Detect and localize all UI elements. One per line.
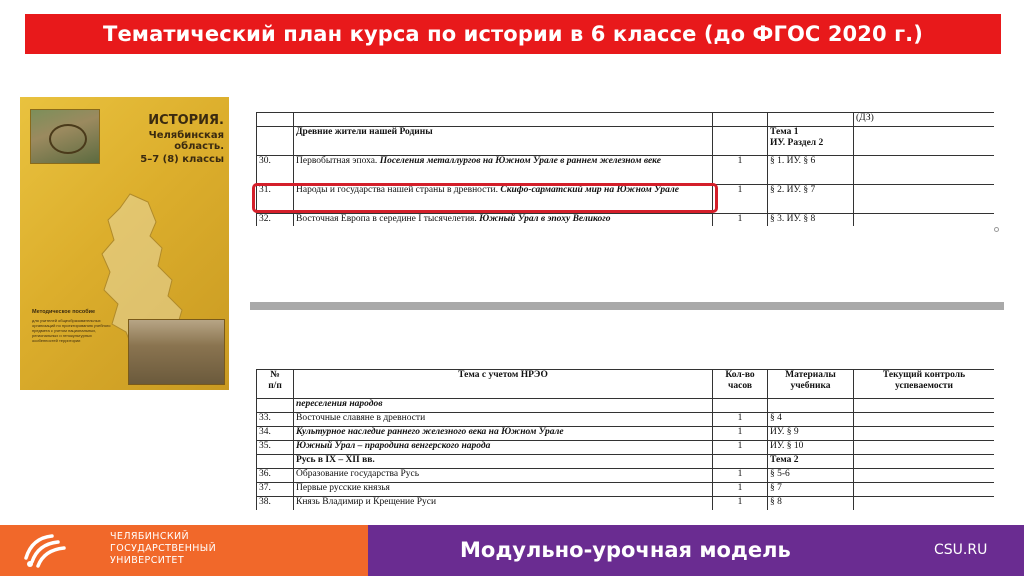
cell-hours — [713, 455, 768, 469]
cell-hours: 1 — [713, 427, 768, 441]
cell-materials: § 3. ИУ. § 8 — [768, 214, 854, 227]
table-row — [257, 399, 995, 413]
cell-control — [854, 497, 995, 511]
cell-topic: Первые русские князья — [294, 483, 713, 497]
cell-hours: 1 — [713, 214, 768, 227]
cell-materials: § 4 — [768, 413, 854, 427]
cell-topic — [294, 156, 713, 185]
cell-materials: § 2. ИУ. § 7 — [768, 185, 854, 214]
book-cover-photo-top — [30, 109, 100, 164]
cell-topic: переселения народов — [294, 399, 713, 413]
table-row — [257, 113, 995, 127]
table-row — [257, 214, 995, 227]
cell-control — [854, 469, 995, 483]
table-row — [257, 413, 995, 427]
cell-number: 37. — [257, 483, 294, 497]
slide-title: Тематический план курса по истории в 6 классе (до ФГОС 2020 г.) — [25, 14, 1001, 54]
cell-number: 36. — [257, 469, 294, 483]
cell-hours — [713, 127, 768, 156]
cell-hours: 1 — [713, 483, 768, 497]
model-caption: Модульно-урочная модель — [460, 538, 791, 562]
cell-topic — [294, 214, 713, 227]
book-title-line2: Челябинская область. — [148, 130, 224, 152]
university-name — [110, 531, 260, 567]
cell-control: (ДЗ) — [854, 113, 995, 127]
cell-number: 33. — [257, 413, 294, 427]
book-title-line3: 5–7 (8) классы — [140, 154, 224, 165]
university-name-line2: ГОСУДАРСТВЕННЫЙ — [110, 543, 217, 554]
cell-number: 32. — [257, 214, 294, 227]
website-link[interactable]: CSU.RU — [934, 542, 988, 558]
cell-number — [257, 399, 294, 413]
cell-number — [257, 127, 294, 156]
cell-topic: Образование государства Русь — [294, 469, 713, 483]
cell-control — [854, 214, 995, 227]
cell-hours: 1 — [713, 156, 768, 185]
cell-materials-theme: Тема 2 — [768, 455, 854, 469]
topic-plain: Народы и государства нашей страны в древности. — [296, 185, 501, 195]
header-control: Текущий контроль успеваемости — [854, 370, 995, 399]
cell-control — [854, 413, 995, 427]
cell-topic: Южный Урал – прародина венгерского народа — [294, 441, 713, 455]
topic-regional: Южный Урал в эпоху Великого — [479, 214, 611, 224]
cell-materials: § 8 — [768, 497, 854, 511]
table-row — [257, 441, 995, 455]
cell-materials: § 7 — [768, 483, 854, 497]
cell-control — [854, 156, 995, 185]
table-row — [257, 497, 995, 511]
resize-handle-icon — [994, 227, 999, 232]
book-description: для учителей общеобразовательных организаций по проектированию учебного предмета с учетом национальных, региональных и этнокультурных особенностей территории — [32, 318, 111, 343]
cell-materials: ИУ. § 10 — [768, 441, 854, 455]
cell-materials-theme: Тема 1 ИУ. Раздел 2 — [768, 127, 854, 156]
lesson-plan-table-bottom — [256, 369, 994, 510]
table-row — [257, 127, 995, 156]
cell-hours: 1 — [713, 413, 768, 427]
cell-control — [854, 427, 995, 441]
cell-hours: 1 — [713, 497, 768, 511]
cell-number — [257, 455, 294, 469]
cell-number: 35. — [257, 441, 294, 455]
header-number: № п/п — [257, 370, 294, 399]
university-name-line1: ЧЕЛЯБИНСКИЙ — [110, 531, 190, 542]
cell-control — [854, 455, 995, 469]
book-title — [112, 113, 224, 165]
table-fragment-bottom — [256, 369, 994, 510]
table-row — [257, 156, 995, 185]
table-row — [257, 469, 995, 483]
cell-topic: Восточные славяне в древности — [294, 413, 713, 427]
highlight-frame — [252, 183, 718, 213]
table-header-row — [257, 370, 995, 399]
table-row — [257, 427, 995, 441]
book-title-line1: ИСТОРИЯ. — [148, 113, 224, 128]
cell-materials: § 1. ИУ. § 6 — [768, 156, 854, 185]
cell-topic: Князь Владимир и Крещение Руси — [294, 497, 713, 511]
cell-control — [854, 127, 995, 156]
book-subtitle: Методическое пособие — [32, 309, 96, 315]
cell-hours — [713, 113, 768, 127]
table-row — [257, 483, 995, 497]
cell-topic: Культурное наследие раннего железного века на Южном Урале — [294, 427, 713, 441]
cell-number: 34. — [257, 427, 294, 441]
cell-hours — [713, 399, 768, 413]
topic-plain: Восточная Европа в середине I тысячелетия. — [296, 214, 480, 224]
cell-control — [854, 483, 995, 497]
cell-control — [854, 441, 995, 455]
cell-topic-section: Русь в IX – XII вв. — [294, 455, 713, 469]
cell-number: 30. — [257, 156, 294, 185]
cell-number: 38. — [257, 497, 294, 511]
cell-topic-section: Древние жители нашей Родины — [294, 127, 713, 156]
university-name-line3: УНИВЕРСИТЕТ — [110, 555, 185, 566]
book-cover-image — [20, 97, 229, 390]
cell-materials: ИУ. § 9 — [768, 427, 854, 441]
header-materials: Материалы учебника — [768, 370, 854, 399]
cell-topic — [294, 113, 713, 127]
cell-number — [257, 113, 294, 127]
page-divider — [250, 302, 1004, 310]
topic-regional: Скифо-сарматский мир на Южном Урале — [500, 185, 679, 195]
cell-materials: § 5-6 — [768, 469, 854, 483]
header-hours: Кол-во часов — [713, 370, 768, 399]
book-cover-photo-bottom — [128, 319, 225, 385]
table-row — [257, 455, 995, 469]
header-topic: Тема с учетом НРЭО — [294, 370, 713, 399]
topic-regional: Поселения металлургов на Южном Урале в раннем железном веке — [379, 156, 661, 166]
cell-hours: 1 — [713, 469, 768, 483]
cell-control — [854, 185, 995, 214]
cell-number: 31. — [257, 185, 294, 214]
cell-hours: 1 — [713, 441, 768, 455]
topic-plain: Первобытная эпоха. — [296, 156, 380, 166]
cell-materials — [768, 399, 854, 413]
university-logo-icon — [22, 530, 68, 570]
cell-control — [854, 399, 995, 413]
cell-hours: 1 — [713, 185, 768, 214]
cell-materials — [768, 113, 854, 127]
